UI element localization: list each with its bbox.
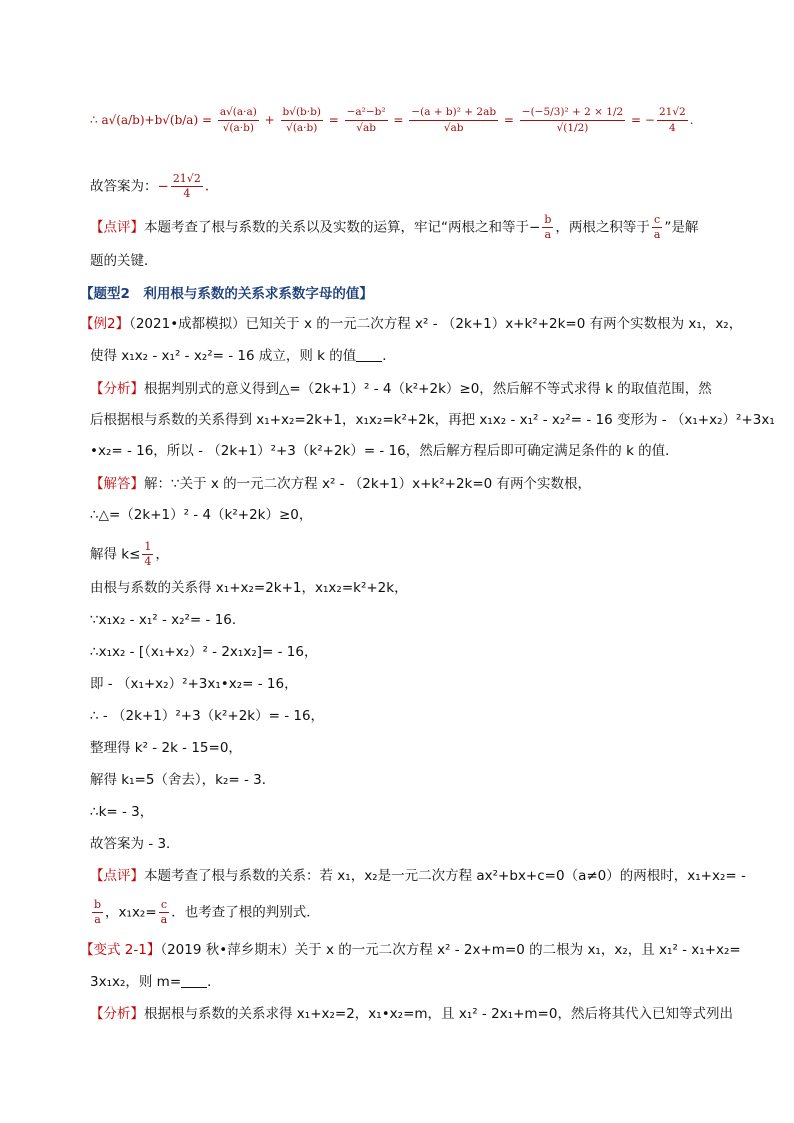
k-bound-fraction: $\frac{1}{4}$	[144, 540, 152, 568]
solution-line-6: 即 - （x₁+x₂）²+3x₁•x₂= - 16，	[90, 676, 298, 692]
analysis-line-3: •x₂= - 16，所以 - （2k+1）²+3（k²+2k）= - 16，然后解方程后即可确定满足条件的 k 的值．	[90, 443, 679, 459]
answer-blank	[356, 347, 382, 362]
equation-lhs: a√(a/b)+b√(b/a)	[101, 113, 199, 127]
solution-line-1: ∴△=（2k+1）² - 4（k²+2k）≥0，	[90, 507, 313, 523]
analysis-line-2: 后根据根与系数的关系得到 x₁+x₂=2k+1，x₁x₂=k²+2k，再把 x₁x₂ - x₁² - x₂²= - 16 变形为 - （x₁+x₂）²+3x₁	[90, 412, 775, 428]
solution-line-4: ∵x₁x₂ - x₁² - x₂²= - 16．	[90, 612, 246, 628]
variant-analysis-line-1: 【分析】根据根与系数的关系求得 x₁+x₂=2，x₁•x₂=m，且 x₁² - 2x₁+m=0，然后将其代入已知等式列出	[90, 1006, 733, 1022]
analysis-line-1: 【分析】根据判别式的意义得到△=（2k+1）² - 4（k²+2k）≥0，然后解不等式求得 k 的取值范围，然	[90, 381, 712, 397]
therefore-symbol: ∴	[90, 113, 98, 127]
solution-line-2: 解得 k≤ $\frac{1}{4}$ ，	[90, 540, 169, 568]
example2-question-2: 使得 x₁x₂ - x₁² - x₂²= - 16 成立，则 k 的值 ．	[90, 348, 396, 364]
analysis-label: 【分析】	[90, 381, 144, 397]
variant-question-2: 3x₁x₂，则 m= ．	[90, 974, 221, 990]
top-equation: ∴ a√(a/b)+b√(b/a) = $\frac{a√(a\cdot a)}{√(a\cdot b)}$ + $\frac{b√(b\cdot b)}{√(a\cdot b)}$ = $\frac{\text{−a²−b²}}{√ab}$ = $\frac{\text{−(a + b)² + 2ab}}{√ab}$ = $\frac{\text{−(−5/3)² + 2 × 1/2}}{√(1/2)}$ = − $\frac{21√2}{4}$ .	[90, 106, 694, 134]
fraction-6: $\frac{21√2}{4}$	[658, 106, 686, 134]
variant-label: 【变式 2-1】	[80, 942, 161, 958]
solution-label: 【解答】	[90, 476, 144, 492]
answer-fraction: $\frac{21√2}{4}$	[172, 172, 201, 200]
comment-c-over-a: $\frac{c}{a}$	[160, 898, 168, 926]
solution-line-0: 【解答】解：∵关于 x 的一元二次方程 x² - （2k+1）x+k²+2k=0 有两个实数根，	[90, 476, 592, 492]
solution-line-8: 整理得 k² - 2k - 15=0，	[90, 740, 242, 756]
example2-comment-line-1: 【点评】本题考查了根与系数的关系：若 x₁，x₂是一元二次方程 ax²+bx+c=0（a≠0）的两根时，x₁+x₂= -	[90, 868, 746, 884]
fraction-2: $\frac{b√(b\cdot b)}{√(a\cdot b)}$	[282, 106, 321, 134]
example2-question-1: 【例2】（2021•成都模拟）已知关于 x 的一元二次方程 x² - （2k+1）x+k²+2k=0 有两个实数根为 x₁，x₂，	[80, 316, 743, 332]
solution-line-3: 由根与系数的关系得 x₁+x₂=2k+1，x₁x₂=k²+2k，	[90, 580, 408, 596]
solution-line-5: ∴x₁x₂ - [（x₁+x₂）² - 2x₁x₂]= - 16，	[90, 644, 318, 660]
example2-comment-line-2: $\frac{b}{a}$ ，x₁x₂= $\frac{c}{a}$ ．也考查了根的判别式．	[94, 898, 320, 926]
solution-line-10: ∴k= - 3，	[90, 804, 154, 820]
fraction-4: $\frac{\text{−(a + b)² + 2ab}}{√ab}$	[411, 106, 497, 134]
solution-line-7: ∴ - （2k+1）²+3（k²+2k）= - 16，	[90, 708, 325, 724]
example2-comment-label: 【点评】	[90, 868, 144, 884]
solution-line-9: 解得 k₁=5（舍去），k₂= - 3．	[90, 772, 276, 788]
comment-line-2: 题的关键．	[90, 253, 158, 269]
comment-line-1: 【点评】本题考查了根与系数的关系以及实数的运算，牢记“两根之和等于− $\frac{b}{a}$ ，两根之积等于 $\frac{c}{a}$ ”是解	[90, 213, 699, 241]
example2-label: 【例2】	[80, 316, 130, 332]
fraction-3: $\frac{\text{−a²−b²}}{√ab}$	[346, 106, 386, 134]
variant-analysis-label: 【分析】	[90, 1006, 144, 1022]
comment-b-over-a: $\frac{b}{a}$	[94, 898, 102, 926]
fraction-1: $\frac{a√(a\cdot a)}{√(a\cdot b)}$	[219, 106, 257, 134]
fraction-5: $\frac{\text{−(−5/3)² + 2 × 1/2}}{√(1/2)}$	[521, 106, 624, 134]
comment-fraction-2: $\frac{c}{a}$	[653, 213, 661, 241]
section-title: 【题型2 利用根与系数的关系求系数字母的值】	[80, 286, 373, 302]
variant-question-1: 【变式 2-1】（2019 秋•萍乡期末）关于 x 的一元二次方程 x² - 2x+m=0 的二根为 x₁，x₂，且 x₁² - x₁+x₂=	[80, 942, 741, 958]
answer-line: 故答案为：− $\frac{21√2}{4}$ .	[90, 172, 210, 200]
comment-fraction-1: $\frac{b}{a}$	[544, 213, 552, 241]
comment-label: 【点评】	[90, 219, 144, 236]
variant-answer-blank	[181, 973, 207, 988]
solution-line-11: 故答案为 - 3．	[90, 836, 180, 852]
